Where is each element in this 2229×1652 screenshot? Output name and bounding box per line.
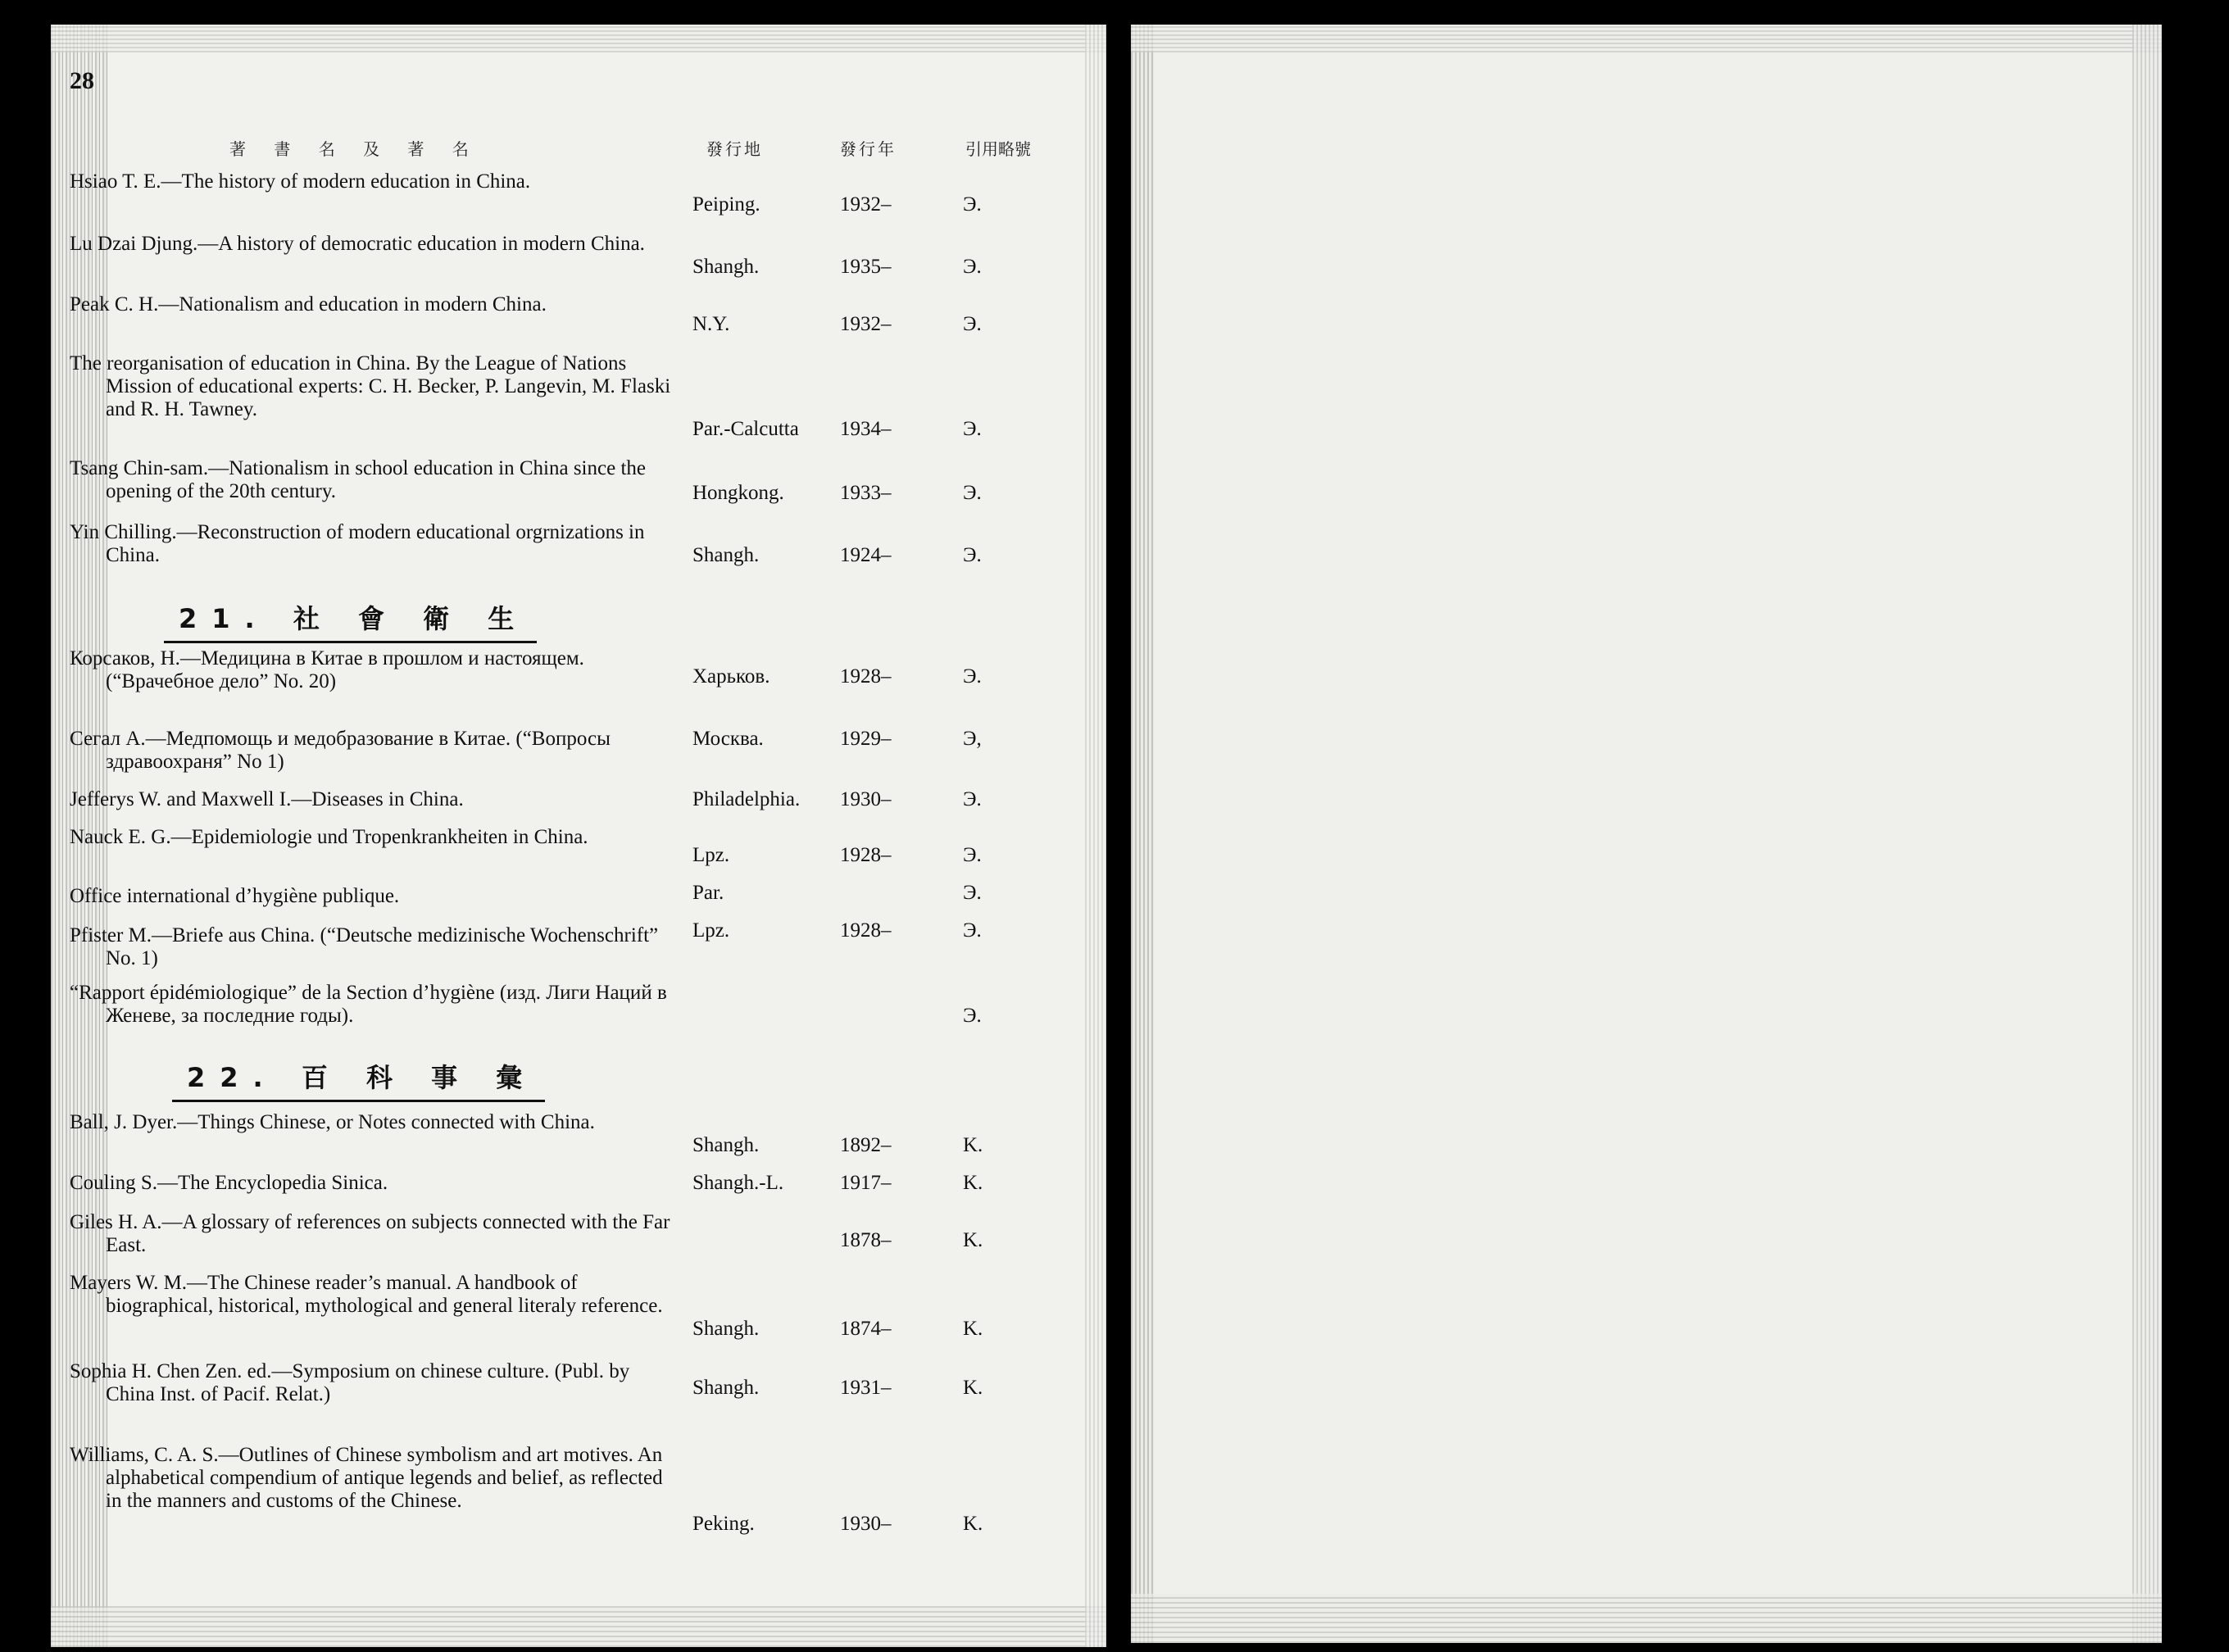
entry-title: Williams, C. A. S.—Outlines of Chinese symbolism and art motives. An alphabetical compendium of antique legends and belief, as reflected in the manners and customs of the Chinese. (70, 1444, 663, 1512)
header-place-col: 發行地 (706, 139, 763, 159)
entry-title: Nauck E. G.—Epidemiologie und Tropenkrankheiten in China. (70, 826, 588, 848)
bibliography-entry (70, 521, 1078, 579)
entry-title: Giles H. A.—A glossary of references on subjects connected with the Far East. (70, 1211, 670, 1256)
entry-abbr: Э. (963, 193, 982, 216)
bibliography-entry (70, 1211, 1078, 1268)
entry-title: Sophia H. Chen Zen. ed.—Symposium on chinese culture. (Publ. by China Inst. of Pacif. Relat.) (70, 1360, 630, 1405)
entry-abbr: K. (963, 1134, 983, 1156)
entry-year: 1935– (840, 256, 892, 278)
bibliography-entry (70, 170, 1078, 228)
entry-abbr: Э. (963, 919, 982, 942)
page-edge-top (51, 25, 1106, 52)
bibliography-entry (70, 728, 1078, 785)
bibliography-entry (70, 457, 1078, 515)
entry-title: Ball, J. Dyer.—Things Chinese, or Notes connected with China. (70, 1111, 595, 1133)
entry-abbr: K. (963, 1172, 983, 1194)
entry-title: Mayers W. M.—The Chinese reader’s manual. A handbook of biographical, historical, mythological and general literaly reference. (70, 1272, 663, 1317)
section-heading-22: 22. 百 科 事 彙 (172, 1057, 545, 1102)
page-edge-top (1131, 25, 2162, 52)
entry-year: 1924– (840, 544, 892, 566)
entry-place: Shangh. (692, 1318, 760, 1340)
entry-title: The reorganisation of education in China. By the League of Nations Mission of educational experts: C. H. Becker, P. Langevin, M. Flaski and R. H. Tawney. (70, 352, 671, 420)
entry-abbr: K. (963, 1377, 983, 1399)
entry-abbr: K. (963, 1318, 983, 1340)
entry-abbr: Э. (963, 788, 982, 810)
entry-year: 1931– (840, 1377, 892, 1399)
entry-place: Peking. (692, 1513, 755, 1535)
entry-place: Peiping. (692, 193, 760, 216)
entry-year: 1928– (840, 665, 892, 688)
entry-year: 1930– (840, 1513, 892, 1535)
entry-place: N.Y. (692, 313, 730, 335)
entry-title: Yin Chilling.—Reconstruction of modern educational orgrnizations in China. (70, 521, 645, 566)
entry-title: “Rapport épidémiologique” de la Section d’hygiène (изд. Лиги Наций в Женеве, за последние годы). (70, 982, 667, 1027)
entry-title: Couling S.—The Encyclopedia Sinica. (70, 1172, 388, 1194)
page-number: 28 (70, 67, 94, 94)
entry-abbr: Э. (963, 544, 982, 566)
entry-place: Hongkong. (692, 482, 784, 504)
entry-abbr: Э. (963, 256, 982, 278)
entry-title: Peak C. H.—Nationalism and education in modern China. (70, 293, 547, 315)
section-heading-21: 21. 社 會 衛 生 (164, 598, 537, 643)
header-year-col: 發行年 (840, 139, 897, 159)
entry-place: Shangh. (692, 256, 760, 278)
entry-year: 1934– (840, 418, 892, 440)
entry-year: 1874– (840, 1318, 892, 1340)
entry-place: Lpz. (692, 844, 730, 866)
entry-place: Москва. (692, 728, 764, 750)
entry-place: Харьков. (692, 665, 770, 688)
entry-abbr: Э. (963, 482, 982, 504)
entry-abbr: Э. (963, 418, 982, 440)
entry-abbr: Э. (963, 882, 982, 904)
entry-year: 1929– (840, 728, 892, 750)
entry-place: Shangh. (692, 544, 760, 566)
right-page-blank (1131, 25, 2162, 1643)
bibliography-entry (70, 293, 1078, 351)
entry-abbr: Э. (963, 313, 982, 335)
header-abbr-col: 引用略號 (965, 139, 1031, 159)
entry-title: Lu Dzai Djung.—A history of democratic education in modern China. (70, 233, 645, 255)
bibliography-entry (70, 647, 1078, 705)
page-edge-left (1131, 25, 1154, 1643)
entry-title: Office international d’hygiène publique. (70, 885, 400, 907)
entry-year: 1932– (840, 313, 892, 335)
entry-abbr: Э, (963, 728, 982, 750)
entry-place: Par. (692, 882, 724, 904)
entry-year: 1932– (840, 193, 892, 216)
entry-abbr: Э. (963, 665, 982, 688)
entry-abbr: K. (963, 1513, 983, 1535)
entry-title: Hsiao T. E.—The history of modern education in China. (70, 170, 531, 193)
entry-title: Jefferys W. and Maxwell I.—Diseases in China. (70, 788, 464, 810)
entry-year: 1928– (840, 919, 892, 942)
header-title-col: 著 書 名 及 著 名 (229, 139, 480, 159)
page-edge-right (1085, 25, 1106, 1647)
entry-title: Сегал А.—Медпомощь и медобразование в Китае. (“Вопросы здравоохраня” No 1) (70, 728, 611, 773)
bibliography-entry (70, 1272, 1078, 1340)
entry-title: Корсаков, Н.—Медицина в Китае в прошлом и настоящем. (“Врачебное дело” No. 20) (70, 647, 584, 692)
entry-place: Shangh. (692, 1134, 760, 1156)
page-edge-right (2132, 25, 2162, 1643)
entry-title: Pfister M.—Briefe aus China. (“Deutsche medizinische Wochenschrift” No. 1) (70, 924, 659, 969)
entry-title: Tsang Chin-sam.—Nationalism in school education in China since the opening of the 20th century. (70, 457, 646, 502)
entry-year: 1917– (840, 1172, 892, 1194)
bibliography-entry (70, 1111, 1078, 1169)
entry-place: Shangh. (692, 1377, 760, 1399)
entry-place: Philadelphia. (692, 788, 801, 810)
entry-place: Lpz. (692, 919, 730, 942)
bibliography-entry (70, 233, 1078, 290)
entry-year: 1930– (840, 788, 892, 810)
entry-abbr: K. (963, 1229, 983, 1251)
page-edge-bottom (51, 1606, 1106, 1647)
bibliography-entry (70, 1444, 1078, 1535)
bibliography-entry (70, 919, 1078, 982)
entry-place: Par.-Calcutta (692, 418, 799, 440)
bibliography-entry (70, 982, 1078, 1039)
bibliography-entry (70, 826, 1078, 883)
entry-year: 1892– (840, 1134, 892, 1156)
entry-place: Shangh.-L. (692, 1172, 784, 1194)
entry-abbr: Э. (963, 844, 982, 866)
page-edge-bottom (1131, 1594, 2162, 1643)
entry-abbr: Э. (963, 1005, 982, 1027)
entry-year: 1933– (840, 482, 892, 504)
entry-year: 1928– (840, 844, 892, 866)
entry-year: 1878– (840, 1229, 892, 1251)
bibliography-entry (70, 1360, 1078, 1418)
bibliography-entry (70, 352, 1078, 440)
